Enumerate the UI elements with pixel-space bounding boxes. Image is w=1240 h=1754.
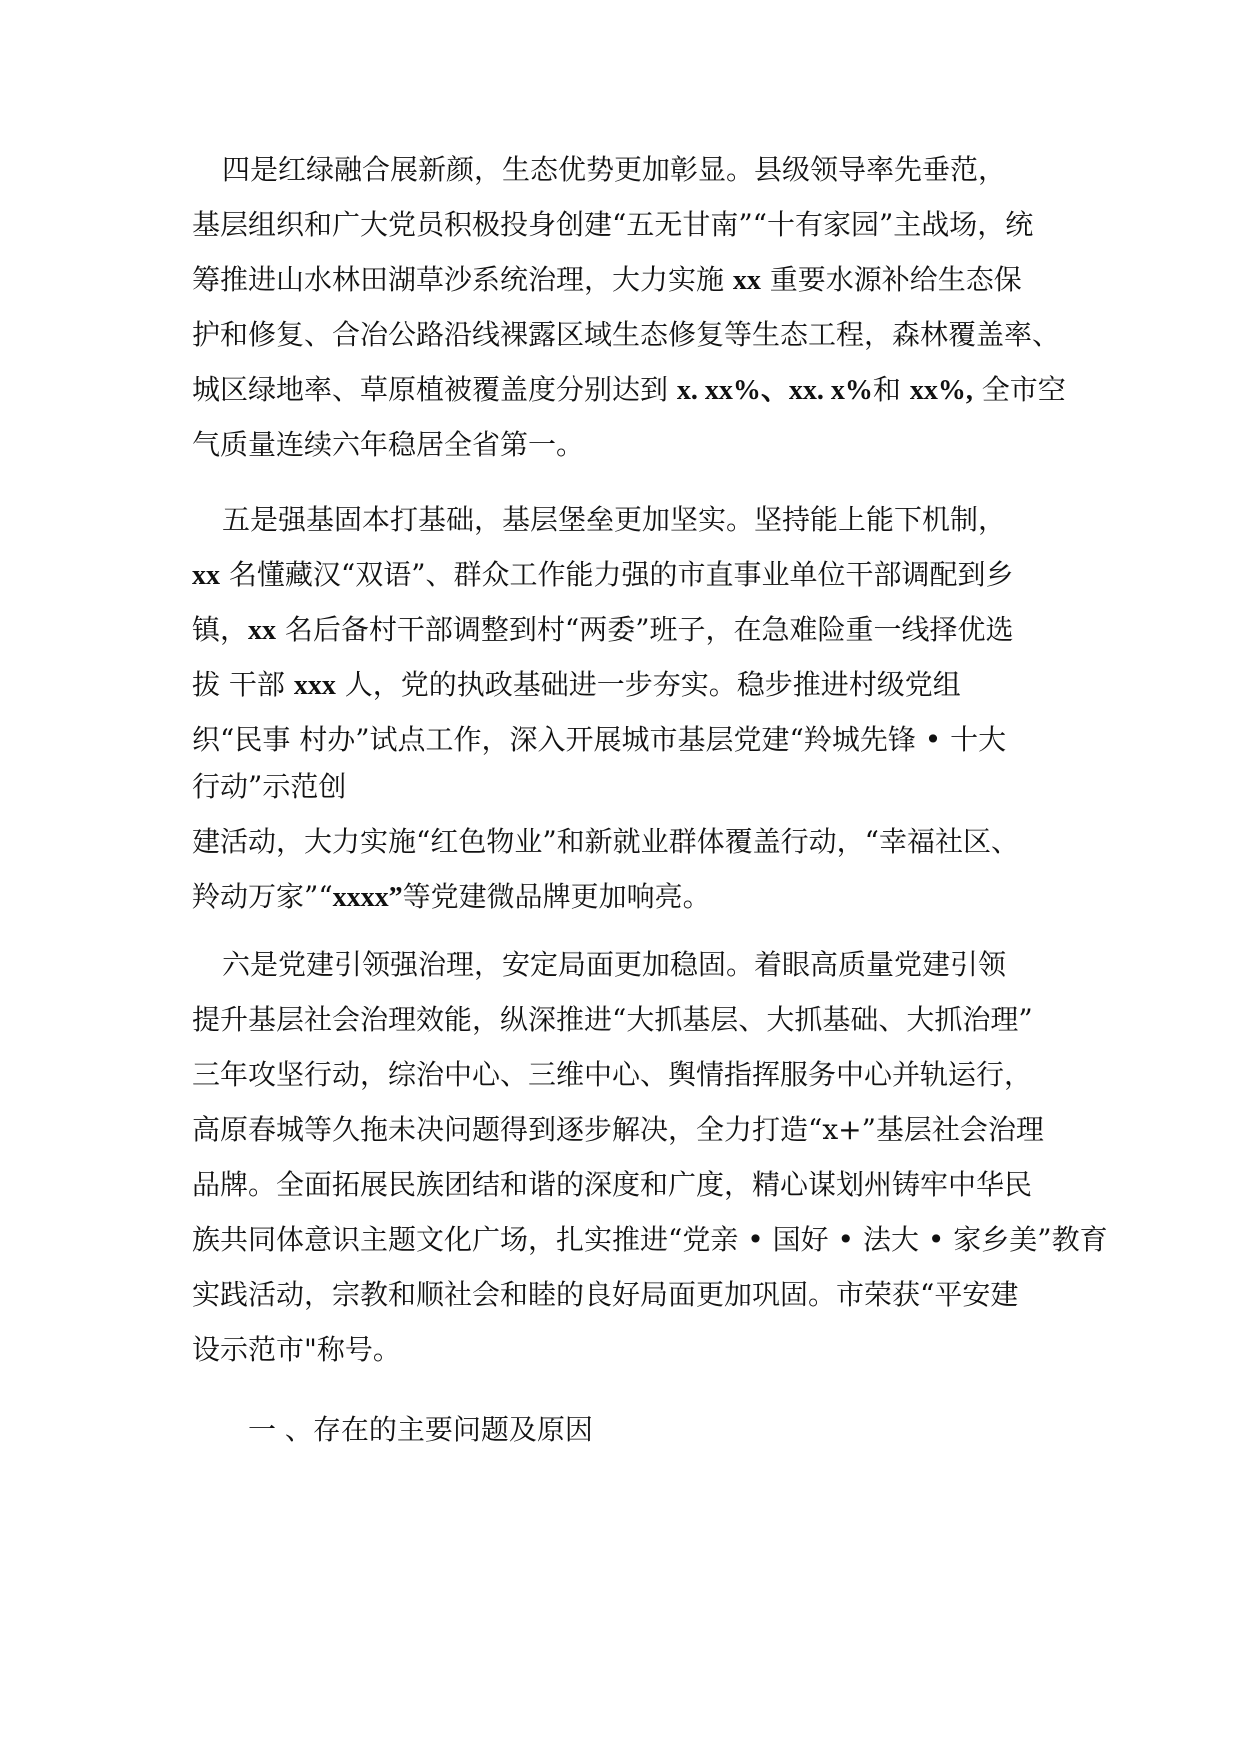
emphasis-text: xxx [293,670,336,701]
text-run: 人，党的执政基础进一步夯实。稳步推进村级党组 [335,668,961,701]
text-run: 羚动万家”“ [192,880,333,913]
paragraph-line: 族共同体意识主题文化广场，扎实推进“党亲 • 国好 • 法大 • 家乡美”教育 [192,1223,1108,1256]
paragraph-line: 品牌。全面拓展民族团结和谐的深度和广度，精心谋划州铸牢中华民 [192,1168,1033,1201]
paragraph-line: 三年攻坚行动，综治中心、三维中心、舆情指挥服务中心并轨运行， [192,1058,1033,1091]
paragraph-line: 基层组织和广大党员积极投身创建“五无甘南”“十有家园”主战场，统 [192,208,1034,241]
paragraph-line: 高原春城等久拖未决问题得到逐步解决，全力打造“x+”基层社会治理 [192,1113,1044,1146]
paragraph-line: 实践活动，宗教和顺社会和睦的良好局面更加巩固。市荣获“平安建 [192,1278,1019,1311]
paragraph-line [192,877,711,918]
paragraph-line: 行动”示范创 [192,770,347,803]
emphasis-text: xx%, [909,375,973,406]
paragraph-line: 五是强基固本打基础，基层堡垒更加坚实。坚持能上能下机制， [222,503,1007,536]
emphasis-text: x. xx%、xx. x% [676,375,873,406]
paragraph-line: 护和修复、合冶公路沿线裸露区域生态修复等生态工程，森林覆盖率、 [192,318,1061,351]
text-run: 筹推进山水林田湖草沙系统治理，大力实施 [192,263,733,296]
emphasis-text: xx [248,615,277,646]
paragraph-line: 织“民事 村办”试点工作，深入开展城市基层党建“羚城先锋 • 十大 [192,723,1007,756]
text-run: 名后备村干部调整到村“两委”班子，在急难险重一线择优选 [276,613,1014,646]
emphasis-text: xx [732,265,761,296]
paragraph-line: 六是党建引领强治理，安定局面更加稳固。着眼高质量党建引领 [222,948,1007,981]
text-run: 重要水源补给生态保 [760,263,1022,296]
text-run: 全市空 [972,373,1066,406]
text-run: 城区绿地率、草原植被覆盖度分别达到 [192,373,677,406]
paragraph-line [192,665,961,706]
paragraph-line [192,555,1014,596]
paragraph-line: 设示范市"称号。 [192,1333,401,1366]
emphasis-text: xxxx” [332,882,403,913]
paragraph-line: 四是红绿融合展新颜，生态优势更加彰显。县级领导率先垂范， [222,153,1007,186]
paragraph-line: 提升基层社会治理效能，纵深推进“大抓基层、大抓基础、大抓治理” [192,1003,1033,1036]
emphasis-text: xx [192,560,220,591]
text-run: 镇， [192,613,249,646]
paragraph-line [192,260,1022,301]
text-run: 和 [872,373,910,406]
text-run: 名懂藏汉“双语”、群众工作能力强的市直事业单位干部调配到乡 [220,558,1014,591]
paragraph-line: 气质量连续六年稳居全省第一。 [192,428,585,461]
paragraph-line [192,370,1066,411]
text-run: 拔 干部 [192,668,294,701]
paragraph-line: 建活动，大力实施“红色物业”和新就业群体覆盖行动，“幸福社区、 [192,825,1019,858]
paragraph-line [192,610,1014,651]
text-run: 等党建微品牌更加响亮。 [402,880,711,913]
section-heading: 一 、存在的主要问题及原因 [248,1413,593,1446]
